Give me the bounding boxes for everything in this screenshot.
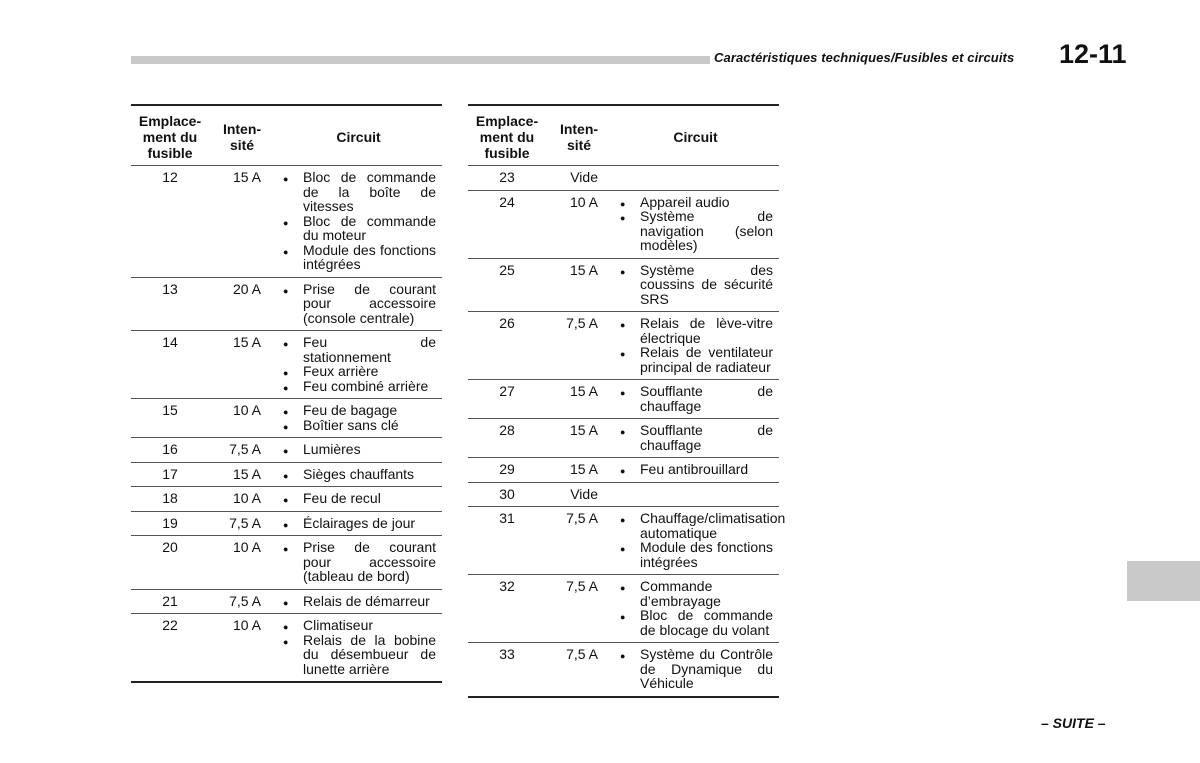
header-amperage-line: sité: [566, 137, 592, 153]
header-location: [131, 105, 209, 166]
table-row: [468, 507, 779, 575]
bullet-icon: ●: [283, 519, 289, 530]
table-header-row: [131, 105, 442, 166]
header-rule: [131, 56, 710, 64]
table-row: [131, 166, 442, 278]
bullet-icon: ●: [283, 368, 289, 378]
circuit-item-text: Soufflante de chauffage: [640, 383, 773, 414]
circuit-list: [275, 540, 440, 584]
bullet-icon: ●: [283, 446, 289, 456]
fuse-circuit: [612, 458, 779, 483]
header-location-line: ment du: [479, 129, 535, 145]
fuse-amperage: 10 A: [209, 536, 275, 590]
circuit-item: [612, 540, 777, 569]
circuit-item: [612, 195, 777, 210]
circuit-list: [275, 170, 440, 272]
fuse-circuit: [612, 507, 786, 575]
page-header-title: Caractéristiques techniques/Fusibles et circuits: [714, 50, 1015, 65]
circuit-item: [612, 462, 777, 477]
fuse-amperage: 15 A: [546, 258, 612, 312]
circuit-item-text: Appareil audio: [640, 193, 730, 210]
fuse-amperage: 15 A: [546, 419, 612, 458]
fuse-amperage: Vide: [546, 166, 612, 191]
circuit-list: [275, 594, 440, 609]
header-amperage-line: sité: [229, 137, 255, 153]
bullet-icon: ●: [283, 544, 289, 554]
circuit-list: [275, 335, 440, 393]
circuit-item: [275, 633, 440, 677]
circuit-list: [612, 263, 777, 307]
fuse-circuit: [612, 380, 779, 419]
circuit-item-text: Bloc de commande du moteur: [303, 212, 436, 243]
fuse-amperage: 7,5 A: [209, 511, 275, 536]
circuit-list: [275, 282, 440, 326]
fuse-circuit: [612, 312, 779, 380]
fuse-location: 30: [468, 482, 546, 507]
circuit-list: [275, 467, 440, 482]
fuse-amperage: 10 A: [546, 190, 612, 258]
fuse-amperage: 7,5 A: [546, 507, 612, 575]
bullet-icon: ●: [620, 515, 626, 525]
bullet-icon: ●: [283, 217, 289, 228]
circuit-item-text: Bloc de commande de la boîte de vitesses: [303, 169, 436, 214]
fuse-circuit: [612, 190, 779, 258]
bullet-icon: ●: [283, 407, 289, 417]
bullet-icon: ●: [283, 285, 289, 296]
circuit-list: [275, 618, 440, 676]
fuse-location: 27: [468, 380, 546, 419]
table-row: [131, 462, 442, 487]
fuse-circuit: [612, 258, 779, 312]
fuse-circuit: [275, 487, 442, 512]
circuit-item-text: Prise de courant pour accessoire (tableau de bord): [303, 539, 436, 584]
table-row: [468, 419, 779, 458]
circuit-list: [612, 195, 777, 253]
fuse-circuit: [275, 438, 442, 463]
circuit-list: [612, 510, 786, 570]
fuse-location: 23: [468, 166, 546, 191]
circuit-list: [612, 384, 777, 413]
circuit-item: [275, 170, 440, 214]
bullet-icon: ●: [283, 339, 289, 349]
circuit-item-text: Feu de stationnement: [303, 334, 436, 365]
circuit-item-text: Relais de ventilateur principal de radiateur: [640, 344, 773, 375]
table-row: [131, 589, 442, 614]
circuit-list: [275, 516, 440, 531]
header-amperage: [209, 105, 275, 166]
header-location: [468, 105, 546, 166]
circuit-item-text: Boîtier sans clé: [303, 416, 399, 433]
fuse-amperage: 7,5 A: [209, 438, 275, 463]
fuse-amperage: 15 A: [546, 380, 612, 419]
fuse-circuit: [275, 589, 442, 614]
circuit-item: [275, 594, 440, 609]
table-row: [468, 643, 779, 697]
circuit-item: [275, 214, 440, 243]
table-row: [131, 331, 442, 399]
header-amperage-line: Inten-: [222, 121, 262, 137]
table-row: [468, 575, 779, 643]
circuit-item: [612, 345, 777, 374]
bullet-icon: ●: [620, 266, 626, 277]
circuit-list: [612, 316, 777, 374]
fuse-circuit: [275, 462, 442, 487]
fuse-table-body: [468, 166, 786, 697]
circuit-list: [612, 423, 777, 452]
fuse-location: 21: [131, 589, 209, 614]
fuse-location: 15: [131, 399, 209, 438]
fuse-location: 19: [131, 511, 209, 536]
circuit-item: [612, 209, 777, 253]
circuit-item-text: Relais de la bobine du désembueur de lunette arrière: [303, 631, 436, 677]
circuit-item: [275, 516, 440, 531]
circuit-item: [612, 423, 777, 452]
header-circuit: Circuit: [612, 105, 779, 166]
header-amperage-line: Inten-: [559, 121, 599, 137]
circuit-item-text: Système des coussins de sécurité SRS: [640, 261, 773, 307]
circuit-item-text: Commande d’embrayage: [640, 578, 721, 609]
fuse-location: 29: [468, 458, 546, 483]
table-row: [131, 399, 442, 438]
circuit-item-text: Système du Contrôle de Dynamique du Véhicule: [640, 646, 773, 691]
bullet-icon: ●: [620, 612, 626, 622]
fuse-amperage: 15 A: [209, 462, 275, 487]
circuit-item-text: Feu de recul: [303, 490, 381, 506]
circuit-item: [612, 608, 777, 637]
circuit-item: [275, 364, 440, 379]
fuse-circuit: [612, 482, 779, 507]
bullet-icon: ●: [620, 651, 626, 661]
circuit-item: [275, 418, 440, 433]
table-header-row: [468, 105, 779, 166]
circuit-list: [275, 442, 440, 457]
table-row: [131, 614, 442, 683]
header-location-line: fusible: [484, 145, 530, 161]
fuse-location: 12: [131, 166, 209, 278]
circuit-item: [612, 316, 777, 345]
table-row: [131, 536, 442, 590]
fuse-location: 17: [131, 462, 209, 487]
fuse-circuit: [275, 399, 442, 438]
circuit-item: [275, 403, 440, 418]
fuse-amperage: 20 A: [209, 277, 275, 331]
circuit-item-text: Sièges chauffants: [303, 465, 415, 482]
fuse-location: 26: [468, 312, 546, 380]
circuit-item-text: Module des fonctions intégrées: [303, 241, 436, 272]
table-row: [468, 190, 779, 258]
circuit-list: [275, 403, 440, 432]
fuse-circuit: [275, 166, 442, 278]
header-location-line: Emplace-: [475, 113, 539, 129]
fuse-table-left: [131, 104, 442, 683]
circuit-item: [275, 618, 440, 633]
fuse-location: 32: [468, 575, 546, 643]
bullet-icon: ●: [283, 597, 289, 608]
table-row: [468, 312, 779, 380]
circuit-item: [275, 442, 440, 457]
fuse-amperage: 15 A: [209, 166, 275, 278]
fuse-amperage: 7,5 A: [546, 575, 612, 643]
bullet-icon: ●: [283, 421, 289, 432]
circuit-item: [275, 491, 440, 506]
fuse-location: 22: [131, 614, 209, 683]
circuit-item-text: Éclairages de jour: [303, 514, 416, 531]
circuit-item: [275, 540, 440, 584]
circuit-item-text: Relais de lève-vitre électrique: [640, 315, 773, 346]
fuse-circuit: [275, 277, 442, 331]
fuse-circuit: [275, 331, 442, 399]
table-row: [468, 458, 779, 483]
circuit-item-text: Relais de démarreur: [303, 592, 430, 609]
circuit-item: [275, 467, 440, 482]
fuse-circuit: [612, 419, 779, 458]
fuse-location: 16: [131, 438, 209, 463]
table-row: [131, 277, 442, 331]
table-row: [131, 511, 442, 536]
bullet-icon: ●: [620, 320, 626, 330]
fuse-location: 14: [131, 331, 209, 399]
bullet-icon: ●: [620, 544, 626, 554]
bullet-icon: ●: [283, 636, 289, 647]
fuse-circuit: [275, 614, 442, 683]
fuse-location: 13: [131, 277, 209, 331]
fuse-amperage: 10 A: [209, 399, 275, 438]
fuse-location: 31: [468, 507, 546, 575]
header-location-line: ment du: [142, 129, 198, 145]
bullet-icon: ●: [620, 466, 626, 476]
circuit-item: [275, 379, 440, 394]
circuit-list: [612, 647, 777, 691]
table-row: [131, 438, 442, 463]
fuse-circuit: [275, 511, 442, 536]
circuit-item-text: Soufflante de chauffage: [640, 422, 773, 453]
circuit-list: [612, 579, 777, 637]
circuit-item-text: Module des fonctions intégrées: [640, 539, 773, 570]
bullet-icon: ●: [620, 427, 626, 437]
fuse-location: 20: [131, 536, 209, 590]
header-location-line: Emplace-: [138, 113, 202, 129]
fuse-location: 18: [131, 487, 209, 512]
bullet-icon: ●: [620, 213, 626, 223]
circuit-list: [612, 462, 777, 477]
circuit-item-text: Feu antibrouillard: [640, 461, 749, 477]
bullet-icon: ●: [283, 382, 289, 393]
fuse-location: 25: [468, 258, 546, 312]
bullet-icon: ●: [283, 622, 289, 632]
circuit-item-text: Bloc de commande de blocage du volant: [640, 607, 773, 638]
bullet-icon: ●: [620, 583, 626, 593]
bullet-icon: ●: [620, 198, 626, 209]
continued-footer: – SUITE –: [1041, 715, 1106, 731]
table-row: [468, 258, 779, 312]
fuse-amperage: 10 A: [209, 614, 275, 683]
table-row: [468, 380, 779, 419]
fuse-amperage: 7,5 A: [546, 312, 612, 380]
table-row: [131, 487, 442, 512]
circuit-item-text: Prise de courant pour accessoire (console centrale): [303, 280, 436, 326]
bullet-icon: ●: [283, 246, 289, 257]
circuit-item-text: Feu combiné arrière: [303, 377, 429, 394]
fuse-amperage: 7,5 A: [209, 589, 275, 614]
fuse-location: 24: [468, 190, 546, 258]
fuse-amperage: 10 A: [209, 487, 275, 512]
circuit-item: [275, 282, 440, 326]
circuit-item: [275, 335, 440, 364]
bullet-icon: ●: [283, 495, 289, 505]
circuit-item-text: Système de navigation (selon modèles): [640, 208, 773, 253]
circuit-item: [275, 243, 440, 272]
circuit-item: [612, 263, 777, 307]
bullet-icon: ●: [620, 388, 626, 398]
header-circuit: Circuit: [275, 105, 442, 166]
fuse-amperage: 15 A: [209, 331, 275, 399]
fuse-table-right: [468, 104, 786, 698]
circuit-item: [612, 647, 777, 691]
chapter-tab: [1127, 561, 1200, 601]
circuit-item-text: Lumières: [303, 441, 361, 457]
circuit-item-text: Feu de bagage: [303, 402, 398, 418]
table-row: [468, 166, 779, 191]
fuse-amperage: Vide: [546, 482, 612, 507]
page-number: 12-11: [1059, 39, 1127, 69]
bullet-icon: ●: [283, 470, 289, 481]
circuit-item: [612, 384, 777, 413]
fuse-circuit: [612, 166, 779, 191]
circuit-item-text: Chauffage/climatisation automatique: [640, 510, 786, 541]
fuse-circuit: [612, 643, 779, 697]
fuse-location: 28: [468, 419, 546, 458]
circuit-item: [612, 579, 777, 608]
fuse-location: 33: [468, 643, 546, 697]
fuse-table-body: [131, 166, 442, 683]
fuse-circuit: [612, 575, 779, 643]
bullet-icon: ●: [283, 174, 289, 184]
circuit-item-text: Feux arrière: [303, 363, 379, 379]
bullet-icon: ●: [620, 349, 626, 359]
circuit-list: [275, 491, 440, 506]
fuse-amperage: 7,5 A: [546, 643, 612, 697]
fuse-amperage: 15 A: [546, 458, 612, 483]
header-location-line: fusible: [147, 145, 193, 161]
table-row: [468, 482, 779, 507]
circuit-item-text: Climatiseur: [303, 617, 374, 633]
fuse-circuit: [275, 536, 442, 590]
header-amperage: [546, 105, 612, 166]
circuit-item: [612, 510, 786, 541]
